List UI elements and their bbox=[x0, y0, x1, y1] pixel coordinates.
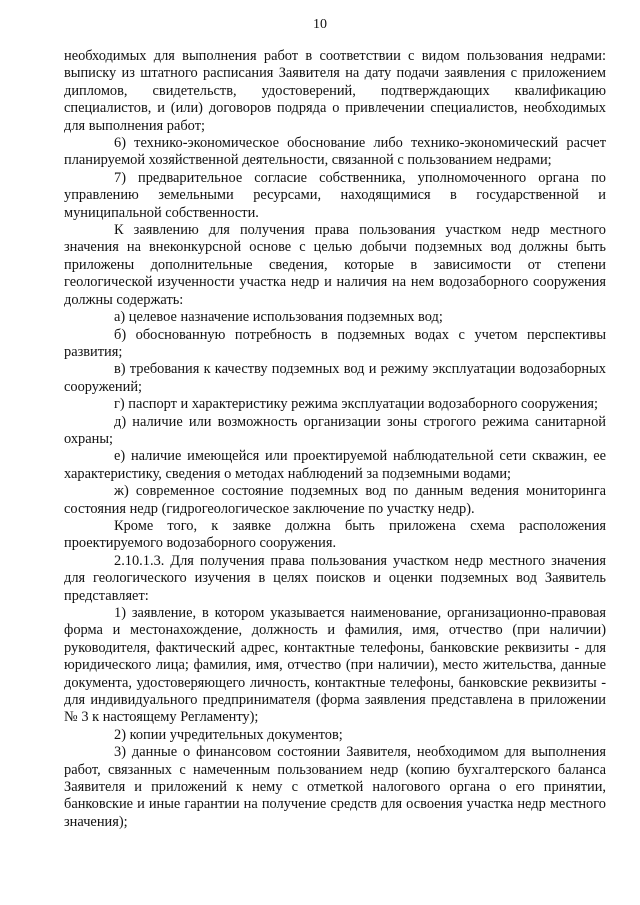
paragraph-item-e: е) наличие имеющейся или проектируемой наблюдательной сети скважин, ее характеристику, сведения о методах наблюдений за подземными водами; bbox=[64, 448, 606, 482]
paragraph-item-7: 7) предварительное согласие собственника, уполномоченного органа по управлению земельными ресурсами, находящимися в государственной и муниципальной собственности. bbox=[64, 169, 606, 221]
paragraph-item-zh: ж) современное состояние подземных вод по данным ведения мониторинга состояния недр (гидрогеологическое заключение по участку недр). bbox=[64, 483, 606, 517]
paragraph-item-3: 3) данные о финансовом состоянии Заявителя, необходимом для выполнения работ, связанных с намеченным пользованием недр (копию бухгалтерского баланса Заявителя и приложений к нему с отметкой налогового органа о его принятии, банковские и иные гарантии на получение средств для освоения участка недр местного значения); bbox=[64, 744, 606, 830]
paragraph-item-v: в) требования к качеству подземных вод и режиму эксплуатации водозаборных сооружений; bbox=[64, 361, 606, 395]
page-number: 10 bbox=[313, 17, 327, 32]
paragraph-item-1: 1) заявление, в котором указывается наименование, организационно-правовая форма и местонахождение, должность и фамилия, имя, отчество (при наличии) руководителя, фактический адрес, контактные телефоны, банковские реквизиты - для юридического лица; фамилия, имя, отчество (при наличии), место жительства, данные документа, удостоверяющего личность, контактные телефоны, банковские реквизиты - для индивидуального предпринимателя (форма заявления представлена в приложении № 3 к настоящему Регламенту); bbox=[64, 605, 606, 726]
paragraph-item-g: г) паспорт и характеристику режима эксплуатации водозаборного сооружения; bbox=[114, 396, 598, 413]
paragraph-item-6: 6) технико-экономическое обоснование либо технико-экономический расчет планируемой хозяйственной деятельности, связанной с пользованием недрами; bbox=[64, 135, 606, 169]
paragraph-groundwater-intro: К заявлению для получения права пользования участком недр местного значения на внеконкурсной основе с целью добычи подземных вод должны быть приложены дополнительные сведения, которые в зависимости от степени геологической изученности участка недр и наличия на нем водозаборного сооружения должны содержать: bbox=[64, 222, 606, 308]
paragraph-item-d: д) наличие или возможность организации зоны строгого режима санитарной охраны; bbox=[64, 413, 606, 447]
paragraph-item-b: б) обоснованную потребность в подземных водах с учетом перспективы развития; bbox=[64, 326, 606, 360]
paragraph-item-a: а) целевое назначение использования подземных вод; bbox=[114, 309, 443, 326]
paragraph-item-2: 2) копии учредительных документов; bbox=[114, 726, 343, 743]
paragraph-section-2-10-1-3: 2.10.1.3. Для получения права пользования участком недр местного значения для геологического изучения в целях поисков и оценки подземных вод Заявитель представляет: bbox=[64, 552, 606, 604]
paragraph-continuation: необходимых для выполнения работ в соответствии с видом пользования недрами: выписку из штатного расписания Заявителя на дату подачи заявления с приложением дипломов, свидетельств, удостоверений, подтверждающих квалификацию специалистов, и (или) договоров подряда о привлечении специалистов, необходимых для выполнения работ; bbox=[64, 48, 606, 134]
paragraph-scheme-note: Кроме того, к заявке должна быть приложена схема расположения проектируемого водозаборного сооружения. bbox=[64, 517, 606, 552]
document-body bbox=[64, 48, 606, 831]
